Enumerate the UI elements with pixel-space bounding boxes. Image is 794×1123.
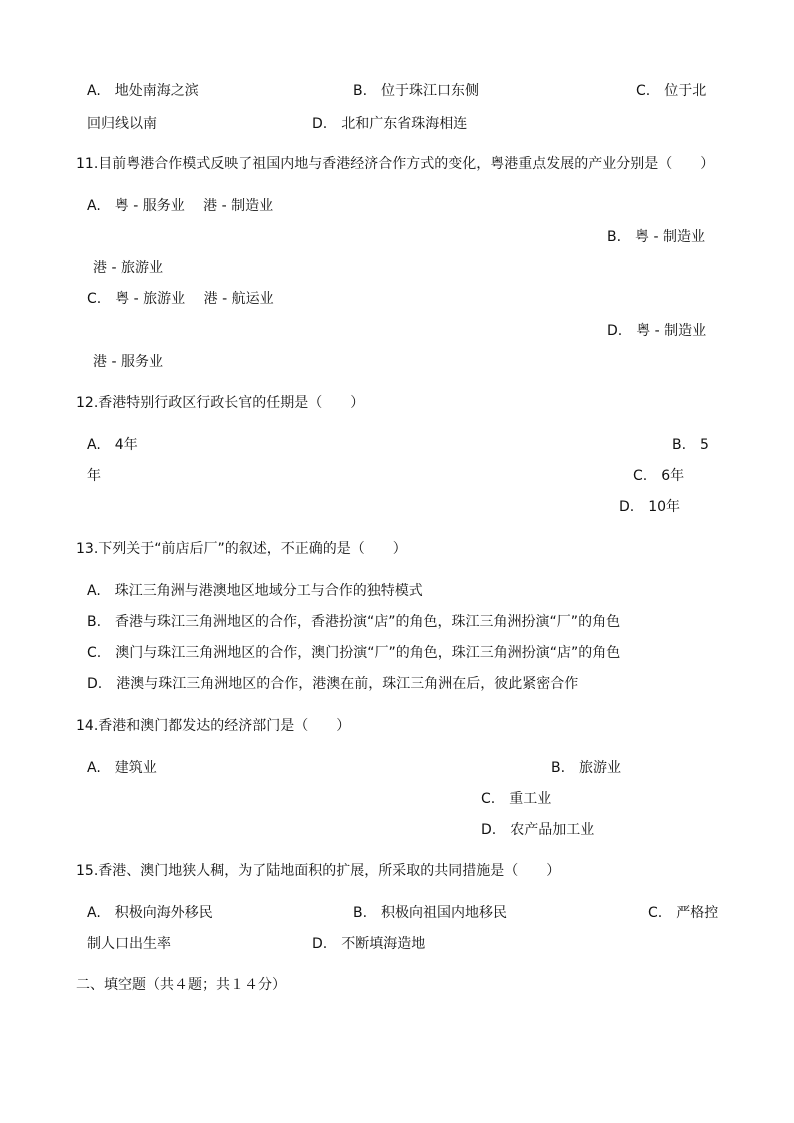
q13-option-b: B. 香港与珠江三角洲地区的合作，香港扮演“店”的角色，珠江三角洲扮演“厂”的角色 bbox=[87, 614, 621, 630]
q10-option-a: A. 地处南海之滨 bbox=[87, 83, 199, 99]
q14-option-d: D. 农产品加工业 bbox=[481, 822, 595, 838]
q15-option-c: C. 严格控 bbox=[648, 905, 719, 921]
q12-option-a: A. 4年 bbox=[87, 437, 138, 453]
q13-option-d: D. 港澳与珠江三角洲地区的合作，港澳在前，珠江三角洲在后，彼此紧密合作 bbox=[87, 676, 579, 692]
q14-stem: 14.香港和澳门都发达的经济部门是（ ） bbox=[76, 718, 351, 734]
q11-option-c: C. 粤 - 旅游业 港 - 航运业 bbox=[87, 291, 274, 307]
q12-stem: 12.香港特别行政区行政长官的任期是（ ） bbox=[76, 395, 365, 411]
q11-stem: 11.目前粤港合作模式反映了祖国内地与香港经济合作方式的变化，粤港重点发展的产业分别是（ ） bbox=[76, 156, 715, 172]
q15-option-d: D. 不断填海造地 bbox=[312, 936, 426, 952]
q12-option-b-cont: 年 bbox=[87, 468, 101, 484]
q14-option-b: B. 旅游业 bbox=[551, 760, 622, 776]
q10-option-b: B. 位于珠江口东侧 bbox=[353, 83, 480, 99]
q13-option-c: C. 澳门与珠江三角洲地区的合作，澳门扮演“厂”的角色，珠江三角洲扮演“店”的角色 bbox=[87, 645, 621, 661]
q15-option-a: A. 积极向海外移民 bbox=[87, 905, 213, 921]
q15-stem: 15.香港、澳门地狭人稠，为了陆地面积的扩展，所采取的共同措施是（ ） bbox=[76, 863, 561, 879]
q11-option-a: A. 粤 - 服务业 港 - 制造业 bbox=[87, 198, 274, 214]
q12-option-c: C. 6年 bbox=[633, 468, 685, 484]
section-heading: 二、填空题（共４题；共１４分） bbox=[76, 977, 286, 993]
q12-option-b: B. 5 bbox=[672, 437, 709, 453]
q11-option-b: B. 粤 - 制造业 bbox=[607, 229, 706, 245]
q10-option-c-cont: 回归线以南 bbox=[87, 116, 157, 132]
q14-option-a: A. 建筑业 bbox=[87, 760, 157, 776]
q12-option-d: D. 10年 bbox=[619, 499, 681, 515]
q10-option-d: D. 北和广东省珠海相连 bbox=[312, 116, 468, 132]
q15-option-b: B. 积极向祖国内地移民 bbox=[353, 905, 508, 921]
q11-option-b-cont: 港 - 旅游业 bbox=[93, 260, 163, 276]
q15-option-c-cont: 制人口出生率 bbox=[87, 936, 171, 952]
q11-option-d: D. 粤 - 制造业 bbox=[607, 323, 707, 339]
q10-option-c: C. 位于北 bbox=[636, 83, 707, 99]
q14-option-c: C. 重工业 bbox=[481, 791, 552, 807]
q11-option-d-cont: 港 - 服务业 bbox=[93, 354, 163, 370]
q13-stem: 13.下列关于“前店后厂”的叙述，不正确的是（ ） bbox=[76, 541, 407, 557]
q13-option-a: A. 珠江三角洲与港澳地区地域分工与合作的独特模式 bbox=[87, 583, 423, 599]
